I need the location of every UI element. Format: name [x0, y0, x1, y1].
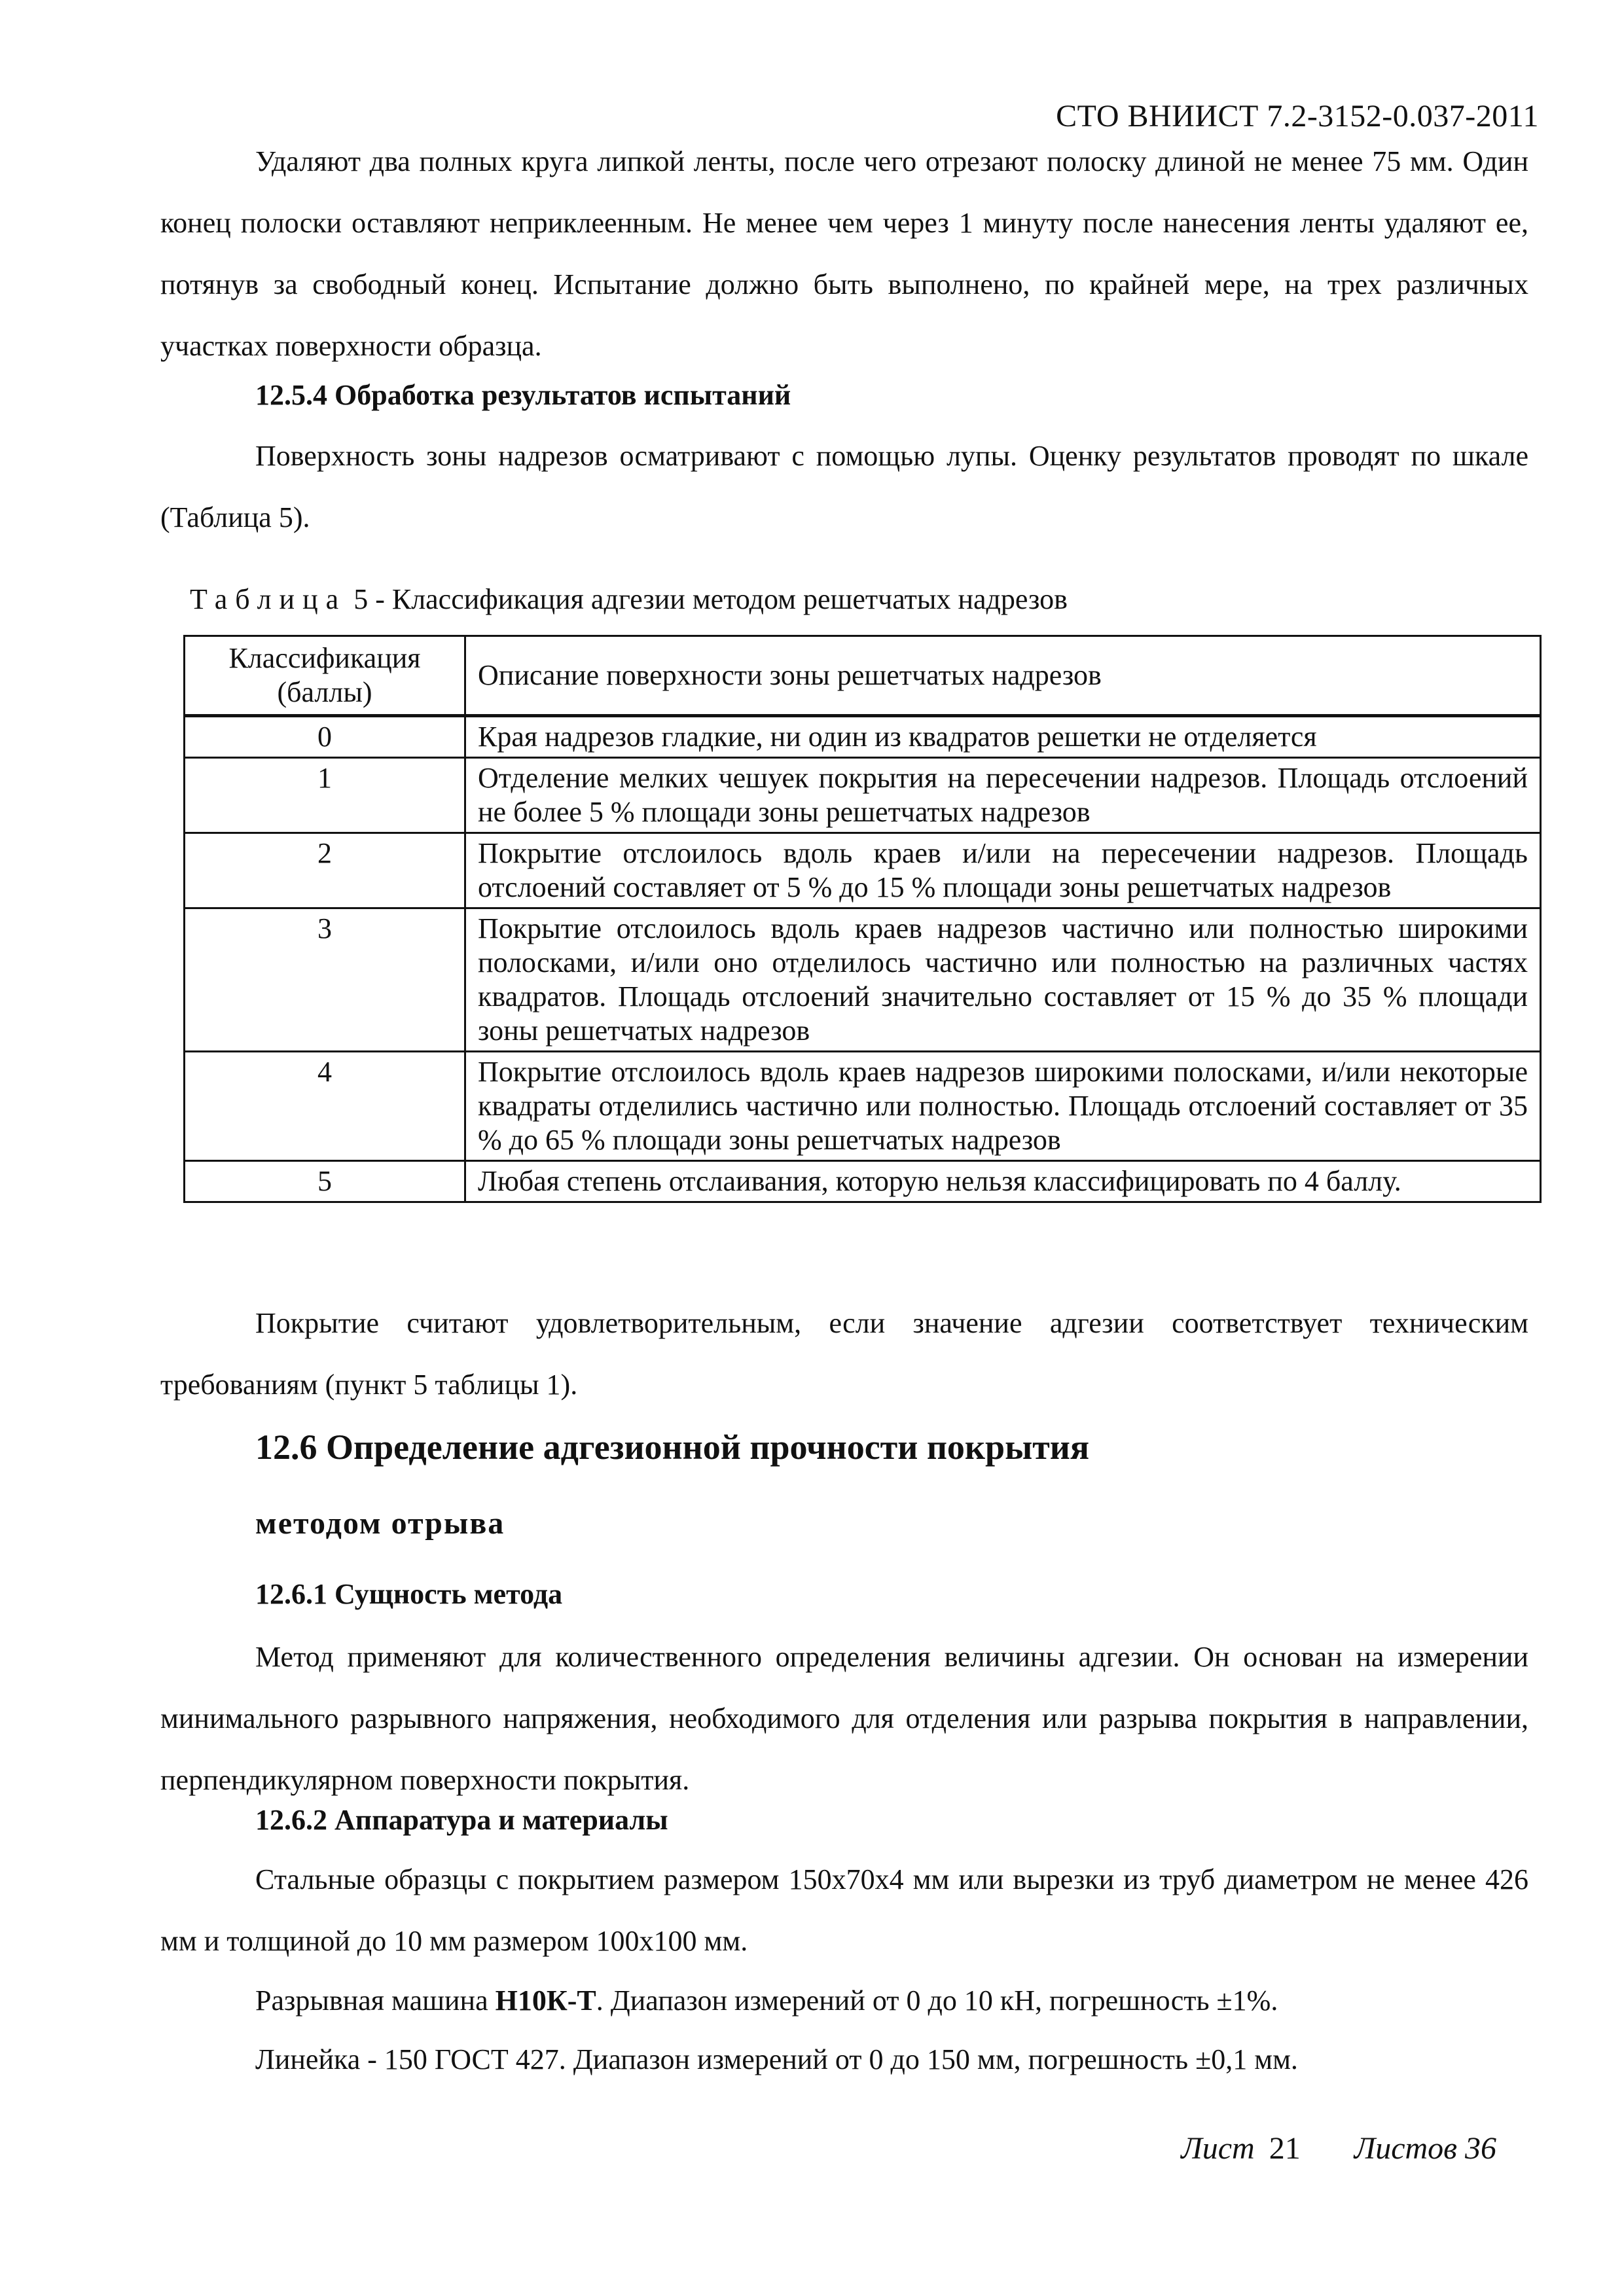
- table-row: [185, 833, 1541, 908]
- machine-prefix: Разрывная машина: [255, 1984, 496, 2017]
- score-cell: 2: [185, 833, 465, 908]
- table-row: [185, 1161, 1541, 1202]
- document-code: СТО ВНИИСТ 7.2-3152-0.037-2011: [1056, 99, 1539, 134]
- table-row: [185, 758, 1541, 833]
- table-caption-word: Таблица: [190, 583, 347, 615]
- intro-paragraph: [160, 131, 1528, 377]
- section-12-6-2-text-3: Линейка - 150 ГОСТ 427. Диапазон измерений от 0 до 150 мм, погрешность ±0,1 мм.: [255, 2043, 1298, 2075]
- section-12-6-2-paragraph-3: [160, 2029, 1528, 2090]
- column-header-classification: Классификация (баллы): [185, 636, 465, 716]
- table-row: [185, 908, 1541, 1052]
- description-cell: Любая степень отслаивания, которую нельзя классифицировать по 4 баллу.: [465, 1161, 1541, 1202]
- section-12-6-heading: 12.6 Определение адгезионной прочности покрытия: [255, 1427, 1090, 1467]
- section-12-6-2-text-2: [160, 1970, 1278, 2032]
- table-row: [185, 716, 1541, 758]
- after-table-text: Покрытие считают удовлетворительным, если значение адгезии соответствует техническим требованиям (пункт 5 таблицы 1).: [160, 1307, 1528, 1401]
- page-footer: [1181, 2130, 1496, 2166]
- table-caption: [190, 583, 1068, 616]
- score-cell: 5: [185, 1161, 465, 1202]
- description-cell: Отделение мелких чешуек покрытия на пересечении надрезов. Площадь отслоений не более 5 % площади зоны решетчатых надрезов: [465, 758, 1541, 833]
- table-header-row: [185, 636, 1541, 716]
- sheet-label: Лист: [1181, 2131, 1255, 2166]
- adhesion-classification-table: [183, 635, 1542, 1203]
- table-caption-rest: 5 - Классификация адгезии методом решетчатых надрезов: [353, 583, 1068, 615]
- machine-model: Н10К-Т: [495, 1984, 596, 2017]
- section-12-5-4-heading: 12.5.4 Обработка результатов испытаний: [255, 379, 791, 411]
- after-table-paragraph: [160, 1293, 1528, 1416]
- machine-suffix: . Диапазон измерений от 0 до 10 кН, погрешность ±1%.: [596, 1984, 1278, 2017]
- score-cell: 3: [185, 908, 465, 1052]
- section-12-5-4-text: Поверхность зоны надрезов осматривают с помощью лупы. Оценку результатов проводят по шкале (Таблица 5).: [160, 440, 1528, 533]
- section-12-6-2-heading: 12.6.2 Аппаратура и материалы: [255, 1804, 668, 1836]
- score-cell: 4: [185, 1052, 465, 1161]
- section-12-6-1-text: Метод применяют для количественного определения величины адгезии. Он основан на измерении минимального разрывного напряжения, необходимого для отделения или разрыва покрытия в направлении, перпендикулярном поверхности покрытия.: [160, 1641, 1528, 1796]
- section-12-6-2-paragraph-1: [160, 1849, 1528, 1972]
- description-cell: Покрытие отслоилось вдоль краев надрезов широкими полосками, и/или некоторые квадраты отделились частично или полностью. Площадь отслоений составляет от 35 % до 65 % площади зоны решетчатых надрезов: [465, 1052, 1541, 1161]
- section-12-6-1-paragraph: [160, 1626, 1528, 1811]
- section-12-6-2-paragraph-2: [160, 1970, 1528, 2032]
- description-cell: Покрытие отслоилось вдоль краев надрезов частично или полностью широкими полосками, и/или оно отделилось частично или полностью на различных частях квадратов. Площадь отслоений значительно составляет от 15 % до 35 % площади зоны решетчатых надрезов: [465, 908, 1541, 1052]
- section-12-6-heading-continued: методом отрыва: [255, 1506, 505, 1541]
- sheets-total: Листов 36: [1354, 2131, 1496, 2166]
- section-12-6-1-heading: 12.6.1 Сущность метода: [255, 1578, 563, 1610]
- table-row: [185, 1052, 1541, 1161]
- score-cell: 0: [185, 716, 465, 758]
- description-cell: Покрытие отслоилось вдоль краев и/или на пересечении надрезов. Площадь отслоений составляет от 5 % до 15 % площади зоны решетчатых надрезов: [465, 833, 1541, 908]
- column-header-description: Описание поверхности зоны решетчатых надрезов: [465, 636, 1541, 716]
- section-12-6-2-text-1: Стальные образцы с покрытием размером 150x70x4 мм или вырезки из труб диаметром не менее 426 мм и толщиной до 10 мм размером 100x100 мм.: [160, 1863, 1528, 1957]
- score-cell: 1: [185, 758, 465, 833]
- description-cell: Края надрезов гладкие, ни один из квадратов решетки не отделяется: [465, 716, 1541, 758]
- intro-paragraph-text: Удаляют два полных круга липкой ленты, после чего отрезают полоску длиной не менее 75 мм. Один конец полоски оставляют неприклеенным. Не менее чем через 1 минуту после нанесения ленты удаляют ее, потянув за свободный конец. Испытание должно быть выполнено, по крайней мере, на трех различных участках поверхности образца.: [160, 145, 1528, 362]
- section-12-5-4-paragraph: [160, 425, 1528, 548]
- sheet-number: 21: [1269, 2131, 1301, 2166]
